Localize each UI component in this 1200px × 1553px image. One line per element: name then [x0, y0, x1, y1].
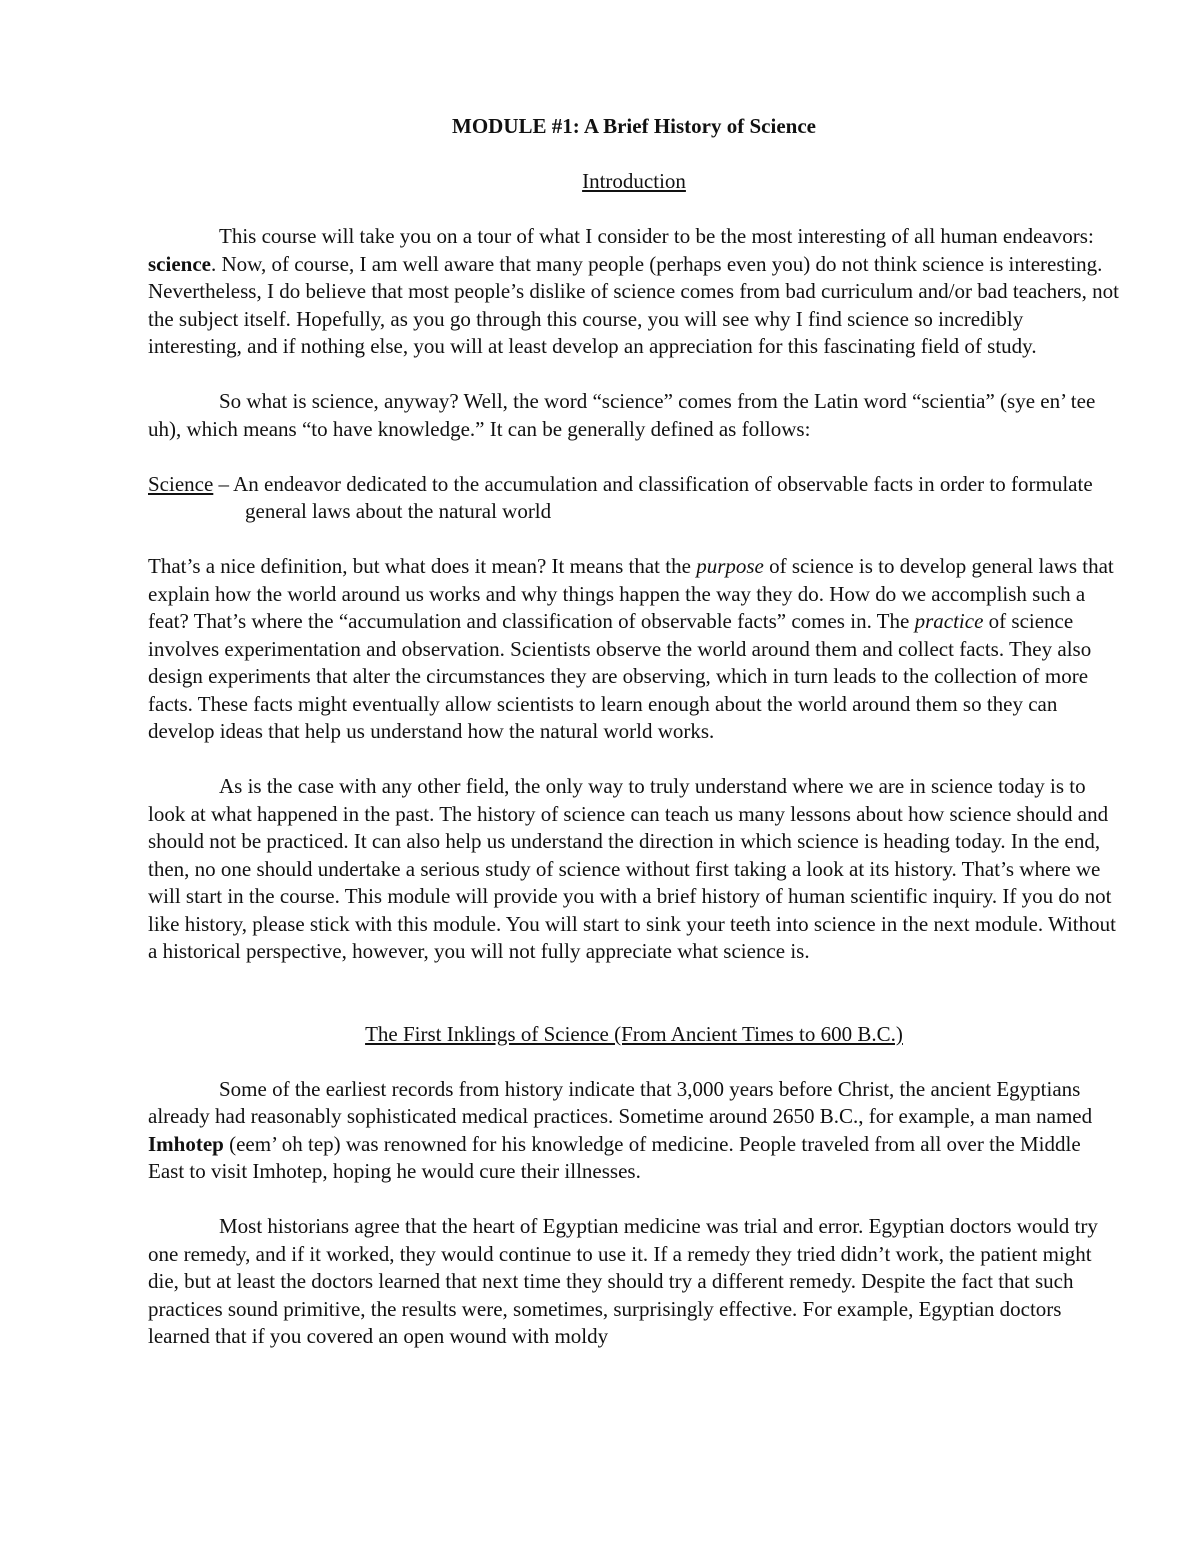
- paragraph-3-part-b: of science is to develop general laws that explain how the world around us works and why things happen the way they do. How do we accomplish such a feat? That’s where the “accumulation and classification of observable facts” comes in. The: [148, 554, 1114, 633]
- definition-text: – An endeavor dedicated to the accumulation and classification of observable facts in order to formulate general laws about the natural world: [213, 471, 1093, 523]
- paragraph-1: [148, 223, 1120, 361]
- paragraph-6: Most historians agree that the heart of Egyptian medicine was trial and error. Egyptian doctors would try one remedy, and if it worked, they would continue to use it. If a remedy they tried didn’t work, the patient might die, but at least the doctors learned that next time they should try a different remedy. Despite the fact that such practices sound primitive, the results were, sometimes, surprisingly effective. For example, Egyptian doctors learned that if you covered an open wound with moldy: [148, 1214, 1098, 1348]
- intro-heading: [148, 168, 1120, 196]
- section-2-heading-text: The First Inklings of Science (From Ancient Times to 600 B.C.): [365, 1021, 903, 1046]
- paragraph-3-italic-purpose: purpose: [696, 554, 764, 578]
- paragraph-4: As is the case with any other field, the only way to truly understand where we are in science today is to look at what happened in the past. The history of science can teach us many lessons about how science should and should not be practiced. It can also help us understand the direction in which science is heading today. In the end, then, no one should undertake a serious study of science without first taking a look at its history. That’s where we will start in the course. This module will provide you with a brief history of human scientific inquiry. If you do not like history, please stick with this module. You will start to sink your teeth into science in the next module. Without a historical perspective, however, you will not fully appreciate what science is.: [148, 774, 1116, 963]
- paragraph-3-part-c: of science involves experimentation and observation. Scientists observe the world around them and collect facts. They also design experiments that alter the circumstances they are observing, which in turn leads to the collection of more facts. These facts might eventually allow scientists to learn enough about the world around them so they can develop ideas that help us understand how the natural world works.: [148, 609, 1092, 743]
- paragraph-3-part-a: That’s a nice definition, but what does it mean? It means that the: [148, 554, 697, 578]
- section-2-heading: [148, 1021, 1120, 1049]
- intro-heading-text: Introduction: [582, 169, 686, 193]
- definition-science: [148, 471, 1120, 526]
- document-title: MODULE #1: A Brief History of Science: [452, 114, 816, 138]
- paragraph-5-part-b: (eem’ oh tep) was renowned for his knowledge of medicine. People traveled from all over the Middle East to visit Imhotep, hoping he would cure their illnesses.: [148, 1131, 1081, 1183]
- paragraph-2: So what is science, anyway? Well, the word “science” comes from the Latin word “scientia” (sye en’ tee uh), which means “to have knowledge.” It can be generally defined as follows:: [148, 389, 1096, 441]
- paragraph-5-bold-term: Imhotep: [148, 1131, 224, 1156]
- paragraph-1-part-b: . Now, of course, I am well aware that many people (perhaps even you) do not think science is interesting. Nevertheless, I do believe that most people’s dislike of science comes from bad curriculum and/or bad teachers, not the subject itself. Hopefully, as you go through this course, you will see why I find science so incredibly interesting, and if nothing else, you will at least develop an appreciation for this fascinating field of study.: [148, 251, 1119, 358]
- paragraph-3: [148, 553, 1120, 746]
- paragraph-1-bold-term: science: [148, 251, 211, 276]
- paragraph-5: [148, 1076, 1120, 1186]
- paragraph-5-part-a: Some of the earliest records from history indicate that 3,000 years before Christ, the ancient Egyptians already had reasonably sophisticated medical practices. Sometime around 2650 B.C., for example, a man named: [148, 1076, 1093, 1128]
- definition-term: Science: [148, 471, 214, 496]
- document-page: [148, 113, 1120, 1351]
- paragraph-3-italic-practice: practice: [914, 609, 984, 633]
- paragraph-1-part-a: This course will take you on a tour of what I consider to be the most interesting of all human endeavors:: [219, 224, 1094, 248]
